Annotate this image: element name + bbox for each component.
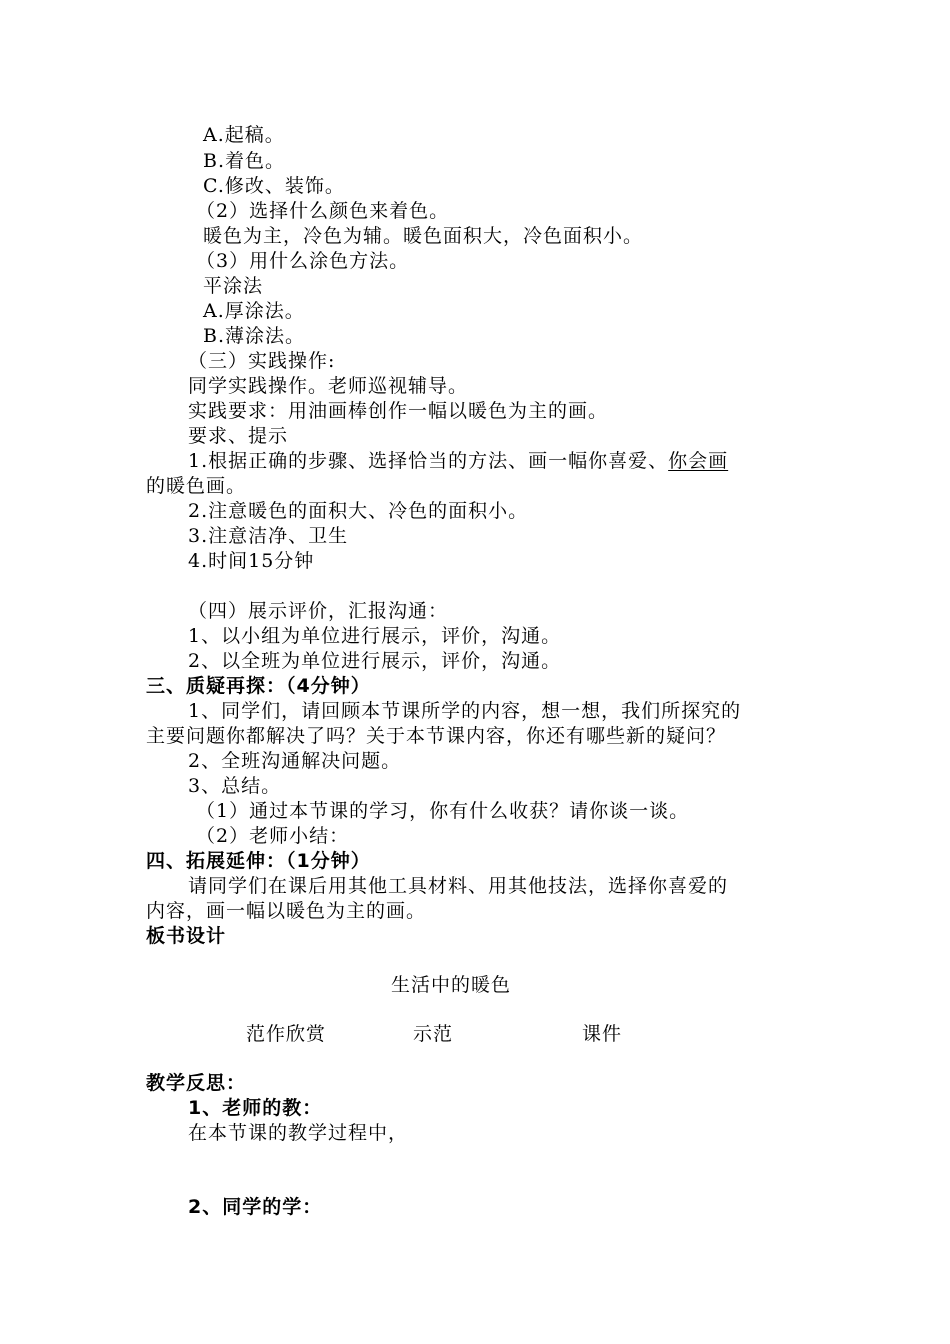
heading-board-design: 板书设计	[146, 925, 227, 947]
summary-2: （2）老师小结：	[196, 825, 350, 847]
answer-warm-main: 暖色为主，冷色为辅。暖色面积大，冷色面积小。	[203, 225, 644, 247]
board-item-demo: 示范	[413, 1023, 454, 1045]
method-thin: B.薄涂法。	[203, 325, 306, 347]
extension-text-cont: 内容，画一幅以暖色为主的画。	[146, 900, 427, 922]
explore-item-1-cont: 主要问题你都解决了吗？关于本节课内容，你还有哪些新的疑问？	[146, 725, 727, 747]
step-c-modify: C.修改、装饰。	[203, 175, 345, 197]
board-title: 生活中的暖色	[391, 974, 512, 996]
requirement-3: 3.注意洁净、卫生	[188, 525, 349, 547]
practice-requirement: 实践要求：用油画棒创作一幅以暖色为主的画。	[188, 400, 609, 422]
section-display: （四）展示评价，汇报沟通：	[188, 600, 449, 622]
explore-item-1: 1、同学们，请回顾本节课所学的内容，想一想，我们所探究的	[188, 700, 742, 722]
method-flat: 平涂法	[203, 275, 264, 297]
step-a-draft: A.起稿。	[203, 124, 285, 146]
question-color-choice: （2）选择什么颜色来着色。	[196, 200, 450, 222]
board-item-works: 范作欣赏	[246, 1023, 327, 1045]
requirement-4: 4.时间15分钟	[188, 550, 315, 572]
explore-item-2: 2、全班沟通解决问题。	[188, 750, 402, 772]
display-item-1: 1、以小组为单位进行展示，评价，沟通。	[188, 625, 562, 647]
step-b-color: B.着色。	[203, 150, 286, 172]
requirement-2: 2.注意暖色的面积大、冷色的面积小。	[188, 500, 529, 522]
explore-item-3: 3、总结。	[188, 775, 282, 797]
requirements-heading: 要求、提示	[188, 425, 289, 447]
summary-1: （1）通过本节课的学习，你有什么收获？请你谈一谈。	[196, 800, 690, 822]
requirement-1-text: 1.根据正确的步骤、选择恰当的方法、画一幅你喜爱、	[188, 450, 669, 472]
reflection-teacher: 1、老师的教：	[188, 1097, 323, 1119]
question-paint-method: （3）用什么涂色方法。	[196, 250, 410, 272]
requirement-1-cont: 的暖色画。	[146, 475, 247, 497]
heading-question-explore: 三、质疑再探：（4分钟）	[146, 675, 371, 697]
method-thick: A.厚涂法。	[203, 300, 305, 322]
requirement-1-underlined: 你会画	[668, 450, 729, 472]
reflection-student: 2、同学的学：	[188, 1196, 323, 1218]
board-item-courseware: 课件	[582, 1023, 623, 1045]
reflection-teacher-text: 在本节课的教学过程中，	[188, 1122, 409, 1144]
extension-text: 请同学们在课后用其他工具材料、用其他技法，选择你喜爱的	[188, 875, 729, 897]
requirement-1	[188, 449, 728, 473]
heading-reflection: 教学反思：	[146, 1072, 247, 1094]
heading-extension: 四、拓展延伸：（1分钟）	[146, 850, 371, 872]
section-practice: （三）实践操作:	[188, 350, 336, 372]
display-item-2: 2、以全班为单位进行展示，评价，沟通。	[188, 650, 562, 672]
practice-text: 同学实践操作。老师巡视辅导。	[188, 375, 469, 397]
